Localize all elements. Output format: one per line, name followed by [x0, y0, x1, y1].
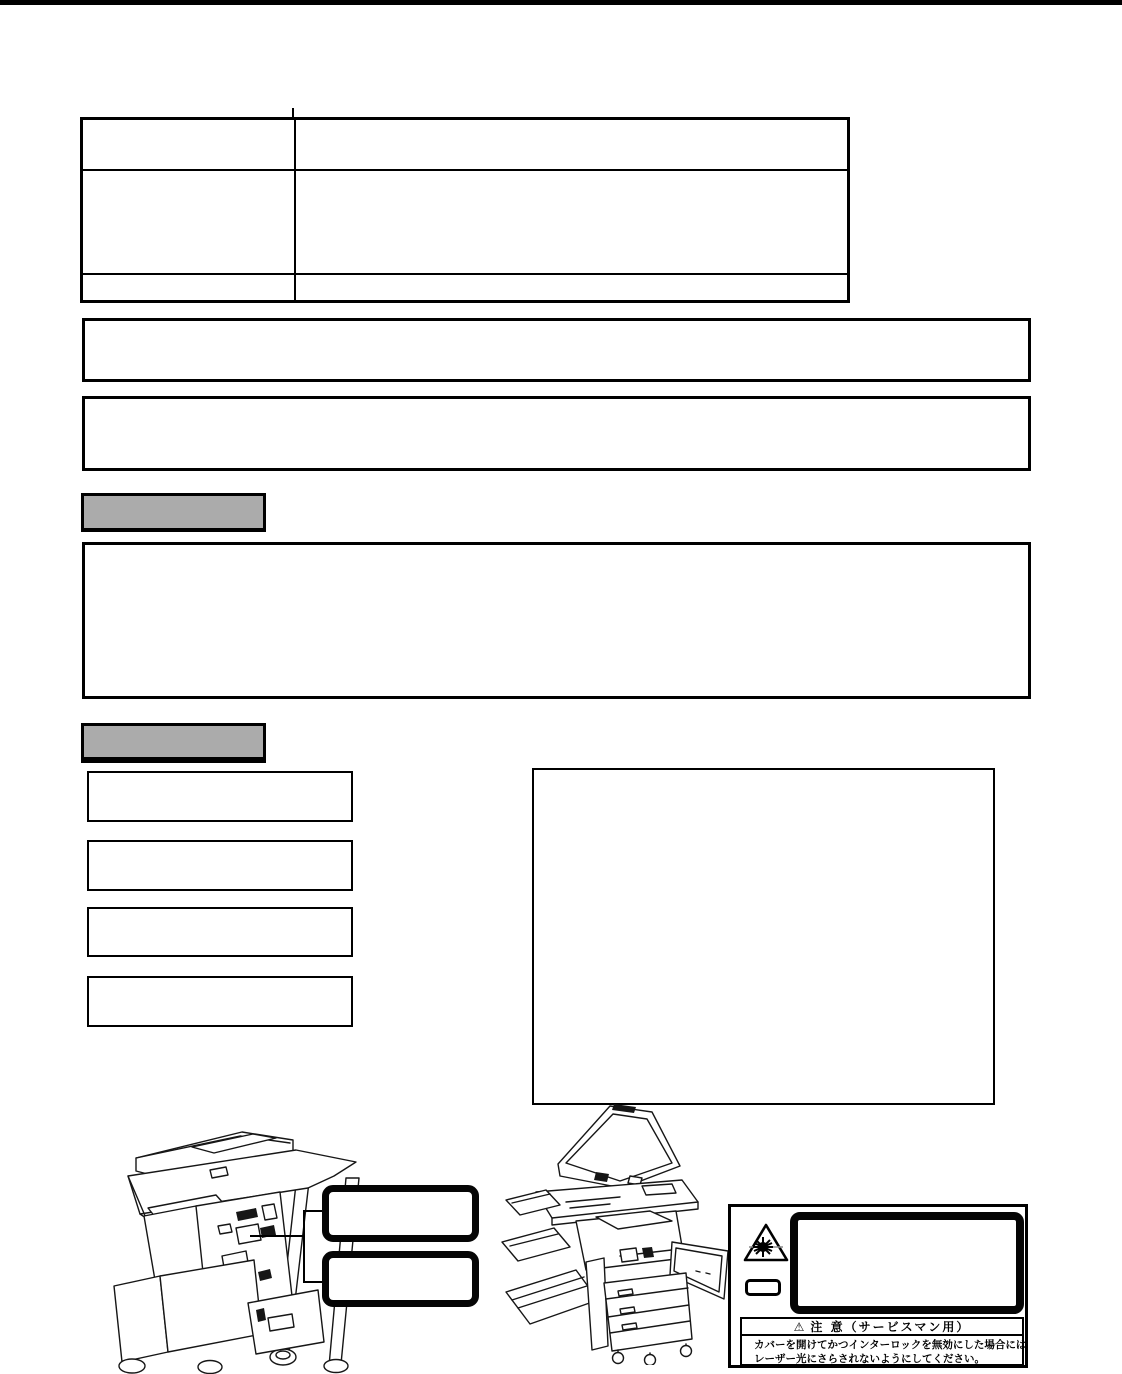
callout-bracket-stub-top	[305, 1210, 323, 1212]
machine-label-callout-1	[322, 1185, 479, 1242]
laser-text-frame	[790, 1212, 1024, 1314]
copier-rear-view-illustration	[90, 1126, 390, 1374]
callout-pointer-line	[250, 1235, 303, 1237]
notice-box-2	[82, 396, 1031, 471]
laser-radiation-triangle-icon	[743, 1223, 789, 1263]
table-divider-tick	[292, 108, 294, 117]
spec-table-row-divider	[83, 169, 847, 171]
caution-body-text	[740, 1334, 1027, 1366]
warning-triangle-icon: ⚠	[793, 1319, 805, 1334]
spec-table	[80, 117, 850, 303]
section-1-box	[82, 542, 1031, 699]
callout-bracket-line	[303, 1210, 305, 1283]
copier-open-doors-illustration	[500, 1100, 735, 1365]
caution-title-text: 注 意（サービスマン用）	[810, 1320, 971, 1334]
item-box-4	[87, 976, 353, 1027]
detail-box	[532, 768, 995, 1105]
blank-label-chip	[745, 1279, 781, 1296]
machine-label-callout-2	[322, 1251, 479, 1307]
section-header-2	[81, 723, 266, 763]
item-box-1	[87, 771, 353, 822]
caution-body-line-1: カバーを開けてかつインターロックを無効にした場合には	[754, 1339, 1027, 1351]
notice-box-1	[82, 318, 1031, 382]
caution-body-line-2: レーザー光にさらされないようにしてください。	[754, 1353, 985, 1365]
item-box-3	[87, 907, 353, 957]
page-top-rule	[0, 0, 1122, 5]
section-header-1	[81, 493, 266, 532]
spec-table-row-divider	[83, 273, 847, 275]
item-box-2	[87, 840, 353, 891]
laser-caution-label	[728, 1204, 1028, 1368]
callout-bracket-stub-bottom	[305, 1281, 323, 1283]
